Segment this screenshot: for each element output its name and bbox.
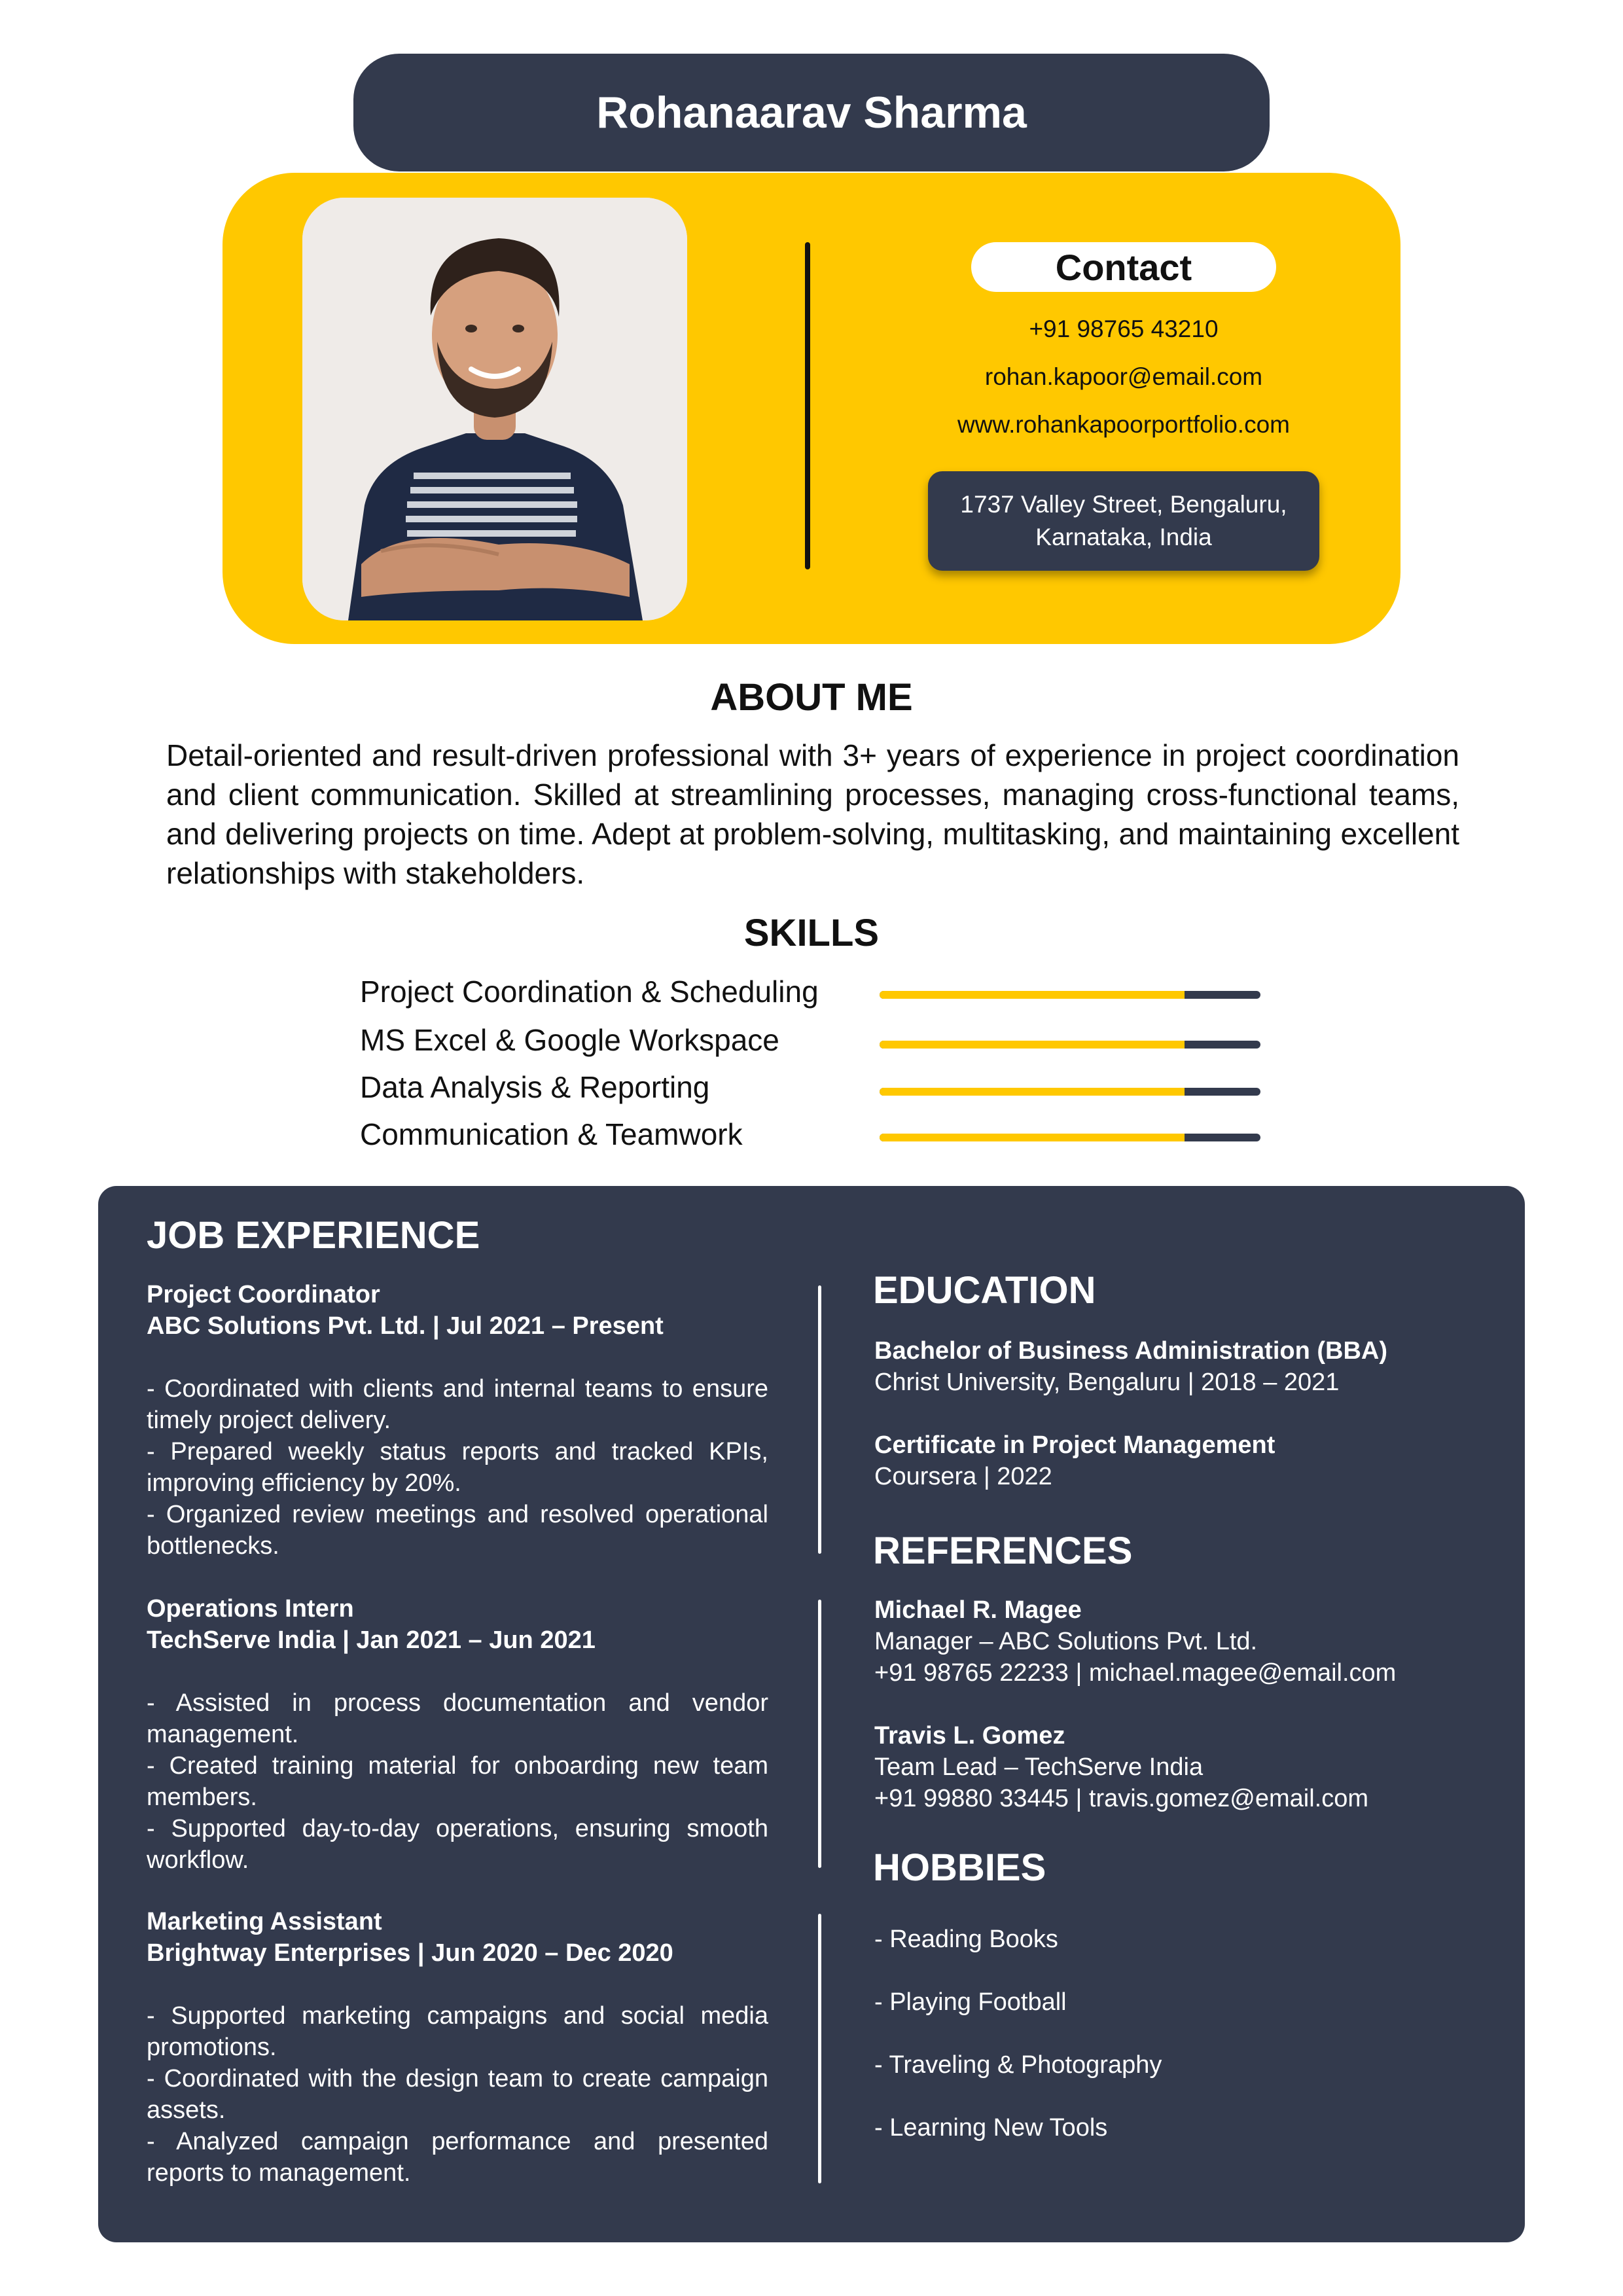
skill-level-fill [880,1088,1185,1096]
hobby-item: - Playing Football [874,1988,1067,2016]
references-title: REFERENCES [873,1530,1133,1572]
contact-email[interactable]: rohan.kapoor@email.com [984,363,1263,390]
contact-website[interactable]: www.rohankapoorportfolio.com [957,411,1290,438]
job-entry [147,1906,768,2189]
skill-level-bar [880,1041,1260,1049]
reference-role: Team Lead – TechServe India [874,1753,1204,1781]
education-degree: Certificate in Project Management [874,1431,1275,1459]
reference-role: Manager – ABC Solutions Pvt. Ltd. [874,1628,1258,1655]
skill-label: Data Analysis & Reporting [360,1070,710,1104]
education-detail: Coursera | 2022 [874,1463,1052,1490]
contact-phone[interactable]: +91 98765 43210 [1029,315,1219,342]
person-photo-illustration [302,198,687,620]
about-text: Detail-oriented and result-driven professional with 3+ years of experience in project coordination and client communication. Skilled at streamlining processes, managing cross-functional teams, and delivering projects on time. Adept at problem-solving, multitasking, and maintaining excellent relationships with stakeholders. [166,738,1459,890]
job-bullet: - Organized review meetings and resolved operational bottlenecks. [147,1501,768,1560]
hobby-item: - Traveling & Photography [874,2051,1162,2079]
reference-entry [874,1720,1463,1814]
job-bullet: - Created training material for onboarding new team members. [147,1752,768,1811]
hobbies-title: HOBBIES [873,1846,1046,1889]
profile-photo [302,198,687,620]
hobby-item: - Reading Books [874,1926,1058,1953]
column-divider [818,1600,821,1868]
reference-entry [874,1594,1463,1689]
column-divider [818,1914,821,2183]
skill-level-fill [880,991,1185,999]
skill-level-bar [880,1134,1260,1141]
job-company: Brightway Enterprises | Jun 2020 – Dec 2020 [147,1939,673,1967]
job-bullet: - Analyzed campaign performance and presented reports to management. [147,2128,768,2187]
education-title: EDUCATION [873,1269,1096,1312]
skill-level-fill [880,1041,1185,1049]
address-line-2: Karnataka, India [1035,524,1212,550]
job-entry [147,1593,768,1876]
contact-title: Contact [1055,246,1192,288]
reference-name: Travis L. Gomez [874,1722,1065,1749]
experience-title: JOB EXPERIENCE [147,1214,480,1257]
reference-name: Michael R. Magee [874,1596,1082,1624]
job-company: TechServe India | Jan 2021 – Jun 2021 [147,1626,596,1654]
name-banner [353,54,1270,171]
education-entry [874,1335,1463,1398]
reference-contact: +91 99880 33445 | travis.gomez@email.com [874,1785,1369,1812]
about-title: ABOUT ME [710,676,913,719]
skill-level-bar [880,991,1260,999]
skill-label: Project Coordination & Scheduling [360,975,819,1009]
job-bullet: - Prepared weekly status reports and tracked KPIs, improving efficiency by 20%. [147,1438,768,1497]
skill-label: Communication & Teamwork [360,1117,743,1151]
address-line-1: 1737 Valley Street, Bengaluru, [960,491,1287,518]
education-detail: Christ University, Bengaluru | 2018 – 2021 [874,1369,1340,1396]
contact-heading [971,242,1276,292]
reference-contact: +91 98765 22233 | michael.magee@email.com [874,1659,1397,1687]
job-bullet: - Supported marketing campaigns and social media promotions. [147,2002,768,2061]
skill-level-fill [880,1134,1185,1141]
contact-address [928,471,1319,571]
job-company: ABC Solutions Pvt. Ltd. | Jul 2021 – Present [147,1312,664,1340]
job-bullet: - Coordinated with clients and internal teams to ensure timely project delivery. [147,1375,768,1434]
column-divider [818,1285,821,1554]
skill-label: MS Excel & Google Workspace [360,1023,779,1057]
skills-title: SKILLS [743,912,880,954]
education-entry [874,1429,1463,1492]
job-role: Operations Intern [147,1595,354,1623]
job-bullet: - Assisted in process documentation and vendor management. [147,1689,768,1748]
candidate-name: Rohanaarav Sharma [596,88,1027,137]
skill-level-bar [880,1088,1260,1096]
profile-divider [805,242,810,569]
education-degree: Bachelor of Business Administration (BBA) [874,1337,1388,1365]
job-bullet: - Supported day-to-day operations, ensuring smooth workflow. [147,1815,768,1874]
job-role: Project Coordinator [147,1281,380,1308]
job-role: Marketing Assistant [147,1908,382,1935]
job-entry [147,1279,768,1562]
hobby-item: - Learning New Tools [874,2114,1108,2142]
job-bullet: - Coordinated with the design team to create campaign assets. [147,2065,768,2124]
